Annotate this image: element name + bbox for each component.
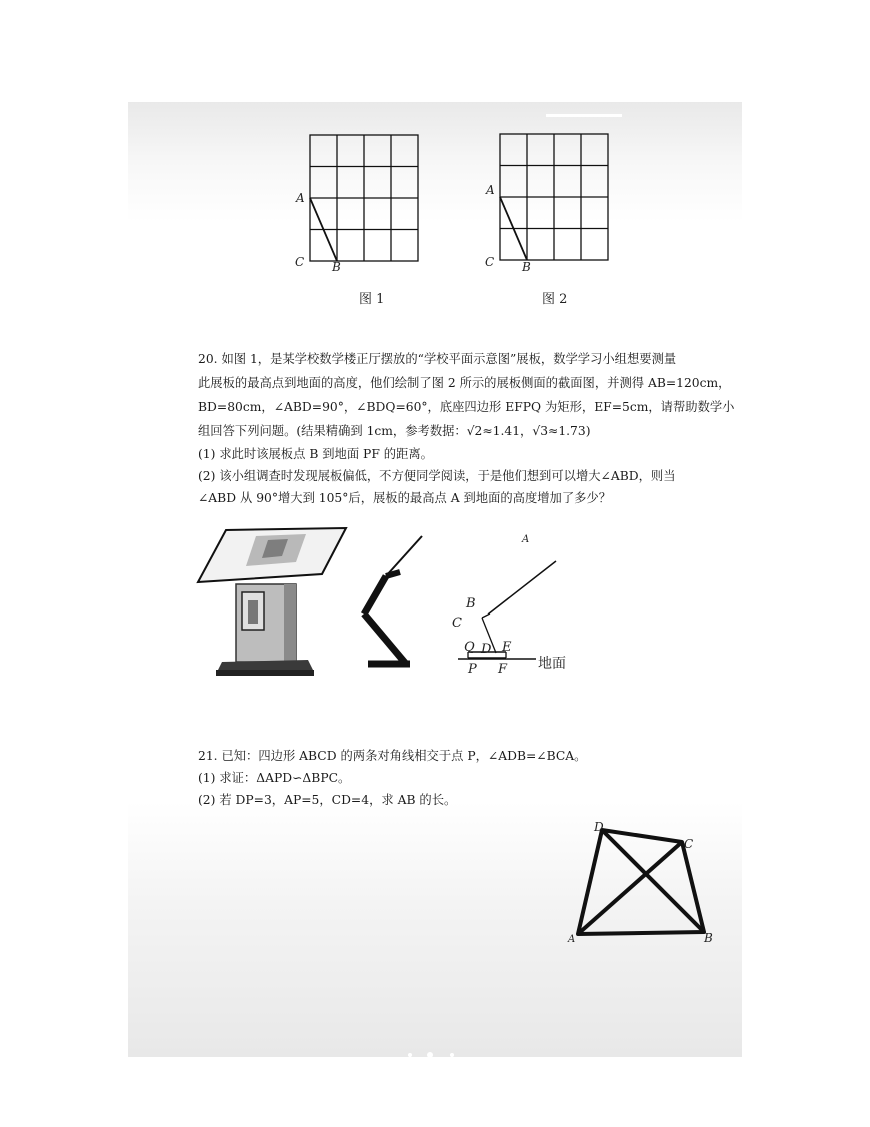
quadrilateral-diagram	[568, 822, 718, 942]
p20-label-p: P	[468, 662, 477, 677]
problem-21-q2: (2) 若 DP=3，AP=5，CD=4，求 AB 的长。	[198, 793, 457, 807]
fig2-caption: 图 2	[542, 292, 568, 307]
problem-21-intro: 21. 已知：四边形 ABCD 的两条对角线相交于点 P，∠ADB=∠BCA。	[198, 749, 587, 763]
p20-label-c: C	[452, 616, 462, 631]
fig1-label-b: B	[332, 260, 341, 274]
p20-label-q: Q	[464, 640, 475, 655]
scan-artifact-dots	[402, 1051, 482, 1057]
p20-label-ground: 地面	[538, 656, 566, 672]
p21-label-c: C	[684, 837, 694, 851]
fig2-label-b: B	[522, 260, 531, 274]
fig2-label-a: A	[486, 183, 495, 197]
fig1-caption: 图 1	[359, 292, 385, 307]
problem-20-q2-line2: ∠ABD 从 90°增大到 105°后，展板的最高点 A 到地面的高度增加了多少？	[198, 491, 612, 505]
board-side-silhouette	[350, 532, 430, 672]
fig1-label-a: A	[296, 191, 305, 205]
problem-20-line: 20. 如图 1，是某学校数学楼正厅摆放的“学校平面示意图”展板，数学学习小组想要测量	[198, 352, 677, 366]
fig1-label-c: C	[295, 255, 305, 269]
fig2-label-c: C	[485, 255, 495, 269]
p20-label-b: B	[466, 596, 476, 611]
p20-label-d: D	[481, 642, 492, 657]
problem-20-text	[198, 347, 735, 509]
problem-20-line: 组回答下列问题。(结果精确到 1cm，参考数据：√2≈1.41，√3≈1.73)	[198, 424, 591, 438]
problem-20-q2-line1: (2) 该小组调查时发现展板偏低，不方便同学阅读，于是他们想到可以增大∠ABD，则当	[198, 469, 676, 483]
p21-label-a: A	[568, 934, 576, 945]
p21-label-d: D	[594, 820, 604, 834]
problem-21-q1: (1) 求证：ΔAPD∽ΔBPC。	[198, 771, 351, 785]
document-sheet	[128, 102, 742, 1057]
problem-20-line: BD=80cm，∠ABD=90°，∠BDQ=60°，底座四边形 EFPQ 为矩形，EF=5cm，请帮助数学小	[198, 400, 735, 414]
p20-label-a: A	[522, 534, 530, 545]
p20-label-f: F	[498, 662, 508, 677]
grid-figure-1	[308, 132, 420, 267]
scan-artifact	[546, 114, 622, 117]
problem-20-q1: (1) 求此时该展板点 B 到地面 PF 的距离。	[198, 447, 433, 461]
problem-20-line: 此展板的最高点到地面的高度，他们绘制了图 2 所示的展板侧面的截面图，并测得 AB=120cm，	[198, 376, 731, 390]
display-board-photo	[196, 522, 348, 682]
p20-label-e: E	[502, 640, 512, 655]
grid-figure-2	[498, 131, 610, 266]
problem-21-text	[198, 745, 728, 811]
p21-label-b: B	[704, 931, 713, 945]
